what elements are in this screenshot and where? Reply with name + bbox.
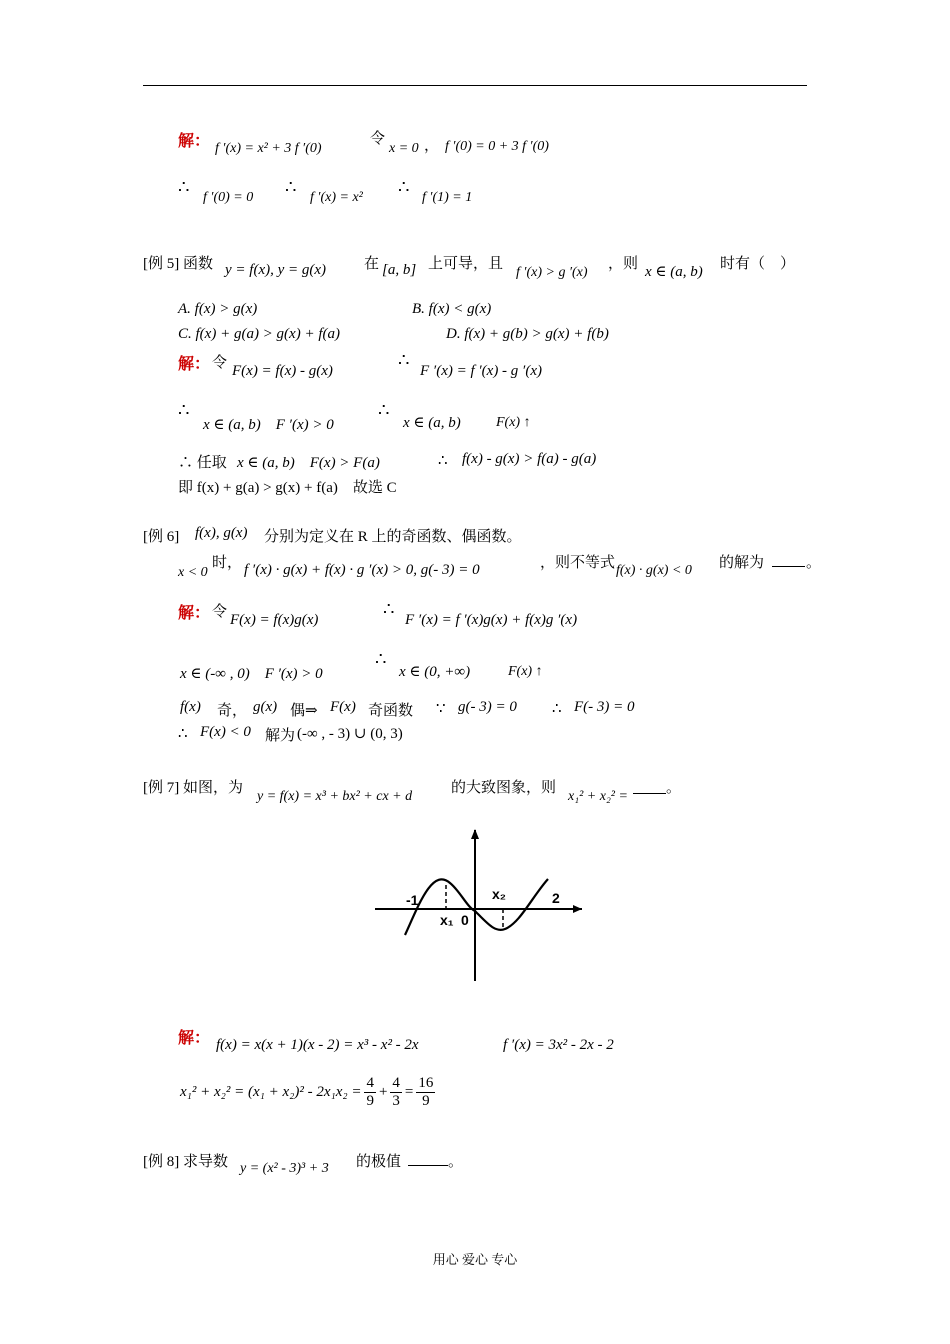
ex7-identity: x₁² + x₂² = (x₁ + x₂)² - 2x₁x₂ = bbox=[180, 1084, 362, 1100]
ex6-solution-label: 解： bbox=[178, 605, 211, 622]
ex4-result-3: f ′(1) = 1 bbox=[422, 190, 473, 205]
ex6-inequality: f(x) · g(x) < 0 bbox=[616, 563, 692, 578]
ex5-step-3-math: x ∈ (a, b) F(x) > F(a) bbox=[237, 455, 380, 471]
ex5-text: 上可导，且 bbox=[428, 256, 504, 272]
ex4-result-2: f ′(x) = x² bbox=[310, 190, 363, 205]
ex5-domain: x ∈ (a, b) bbox=[645, 264, 703, 280]
ex5-interval: [a, b] bbox=[382, 262, 417, 278]
label-origin: 0 bbox=[461, 912, 469, 928]
numerator: 4 bbox=[392, 1075, 400, 1091]
therefore-symbol: ∴ bbox=[285, 177, 297, 197]
option-d: D. f(x) + g(b) > g(x) + f(b) bbox=[446, 326, 609, 342]
therefore-symbol: ∴ bbox=[398, 350, 410, 370]
numerator: 4 bbox=[366, 1075, 374, 1091]
answer-blank bbox=[772, 566, 805, 567]
ex4-result-1: f ′(0) = 0 bbox=[203, 190, 254, 205]
cubic-curve bbox=[405, 879, 548, 935]
ex7-text: 的大致图象，则 bbox=[451, 780, 557, 796]
label-x1: x₁ bbox=[440, 912, 454, 928]
ex5-condition: f ′(x) > g ′(x) bbox=[516, 265, 588, 280]
ex8-function: y = (x² - 3)³ + 3 bbox=[240, 1161, 329, 1176]
denominator: 9 bbox=[366, 1093, 374, 1109]
ex6-text: 时， bbox=[212, 555, 243, 571]
therefore-symbol: ∴ bbox=[178, 177, 190, 197]
x-axis-arrow bbox=[573, 905, 582, 913]
ex7-sum-of-squares bbox=[180, 1075, 435, 1110]
therefore-symbol: ∴ bbox=[398, 177, 410, 197]
ex6-period: 。 bbox=[806, 555, 822, 571]
denominator: 9 bbox=[422, 1093, 430, 1109]
ex4-equation-1: f ′(x) = x² + 3 f ′(0) bbox=[215, 141, 322, 156]
ex6-answer: (-∞ , - 3) ∪ (0, 3) bbox=[297, 726, 403, 742]
ex6-F-prime: F ′(x) = f ′(x)g(x) + f(x)g ′(x) bbox=[405, 612, 578, 628]
option-c: C. f(x) + g(a) > g(x) + f(a) bbox=[178, 326, 340, 342]
ex6-increasing: F(x) ↑ bbox=[508, 664, 543, 679]
ex6-step-2a: x ∈ (-∞ , 0) F ′(x) > 0 bbox=[180, 666, 323, 682]
answer-blank bbox=[408, 1165, 448, 1166]
y-axis-arrow bbox=[471, 829, 479, 839]
ex5-text: 时有（ ） bbox=[720, 256, 796, 272]
ex6-odd: 奇， bbox=[217, 703, 248, 719]
ex6-text: 的解为 bbox=[719, 555, 765, 571]
therefore-symbol: ∴ bbox=[178, 726, 188, 742]
option-b: B. f(x) < g(x) bbox=[412, 301, 492, 317]
ex6-functions: f(x), g(x) bbox=[195, 525, 248, 541]
label-x2: x₂ bbox=[492, 886, 507, 902]
cubic-function-graph bbox=[370, 825, 585, 983]
ex7-period: 。 bbox=[666, 780, 682, 796]
ex5-label: [例 5] 函数 bbox=[143, 256, 213, 272]
ex4-equation-2: f ′(0) = 0 + 3 f ′(0) bbox=[445, 139, 549, 154]
page-footer: 用心 爱心 专心 bbox=[432, 1252, 518, 1267]
ex5-text: 在 bbox=[364, 256, 380, 272]
ex5-F-prime: F ′(x) = f ′(x) - g ′(x) bbox=[420, 363, 542, 379]
ex7-function: y = f(x) = x³ + bx² + cx + d bbox=[257, 789, 413, 804]
ex5-conclusion: 即 f(x) + g(a) > g(x) + f(a) 故选 C bbox=[178, 480, 397, 496]
label-neg-one: -1 bbox=[406, 892, 419, 908]
ex6-x-negative: x < 0 bbox=[178, 565, 208, 580]
ex5-step-2a: x ∈ (a, b) F ′(x) > 0 bbox=[203, 417, 334, 433]
because-symbol: ∵ bbox=[436, 701, 446, 717]
ex6-text: 分别为定义在 R 上的奇函数、偶函数。 bbox=[264, 529, 522, 545]
ex5-functions: y = f(x), y = g(x) bbox=[225, 262, 327, 278]
fraction-16-9 bbox=[416, 1075, 435, 1110]
therefore-symbol: ∴ bbox=[383, 599, 395, 619]
therefore-symbol: ∴ bbox=[378, 400, 390, 420]
therefore-symbol: ∴ bbox=[178, 400, 190, 420]
option-a: A. f(x) > g(x) bbox=[178, 301, 258, 317]
fraction-4-3 bbox=[390, 1075, 402, 1110]
ex6-f: f(x) bbox=[180, 699, 201, 715]
therefore-symbol: ∴ bbox=[552, 701, 562, 717]
plus-sign: + bbox=[378, 1084, 388, 1100]
ex5-increasing: F(x) ↑ bbox=[496, 415, 531, 430]
ex8-text: 的极值 bbox=[356, 1154, 402, 1170]
ex7-solution-label: 解： bbox=[178, 1030, 211, 1047]
therefore-symbol: ∴ bbox=[438, 453, 448, 469]
ex5-step-3-text: ∴ 任取 bbox=[178, 455, 227, 471]
ex4-x-zero: x = 0 bbox=[389, 141, 419, 156]
ex6-text: ，则不等式 bbox=[540, 555, 616, 571]
numerator: 16 bbox=[418, 1075, 434, 1091]
ex7-factored: f(x) = x(x + 1)(x - 2) = x³ - x² - 2x bbox=[216, 1037, 419, 1053]
ex5-step-2b: x ∈ (a, b) bbox=[403, 415, 461, 431]
ex6-F: F(x) bbox=[330, 699, 356, 715]
fraction-4-9 bbox=[364, 1075, 376, 1110]
label-two: 2 bbox=[552, 890, 560, 906]
ex6-F-value: F(- 3) = 0 bbox=[574, 699, 635, 715]
ex5-text: ，则 bbox=[608, 256, 639, 272]
ex7-expression: x₁² + x₂² = bbox=[568, 789, 628, 804]
equals-sign: = bbox=[404, 1084, 414, 1100]
ex6-condition: f ′(x) · g(x) + f(x) · g ′(x) > 0, g(- 3) = 0 bbox=[244, 562, 480, 578]
ex5-let-text: 令 bbox=[212, 355, 228, 371]
denominator: 3 bbox=[392, 1093, 400, 1109]
ex5-solution-label: 解： bbox=[178, 356, 211, 373]
ex6-solution-text: 解为 bbox=[265, 728, 296, 744]
ex6-define-F: F(x) = f(x)g(x) bbox=[230, 612, 319, 628]
ex4-let-text: 令 bbox=[370, 131, 386, 147]
ex8-period: 。 bbox=[448, 1154, 464, 1170]
ex6-step-2b: x ∈ (0, +∞) bbox=[399, 664, 471, 680]
ex5-step-3-result: f(x) - g(x) > f(a) - g(a) bbox=[462, 451, 597, 467]
therefore-symbol: ∴ bbox=[375, 649, 387, 669]
ex4-solution-label: 解： bbox=[178, 133, 211, 150]
answer-blank bbox=[633, 793, 666, 794]
header-rule bbox=[143, 85, 807, 86]
ex8-label: [例 8] 求导数 bbox=[143, 1154, 228, 1170]
ex5-define-F: F(x) = f(x) - g(x) bbox=[232, 363, 333, 379]
ex6-label: [例 6] bbox=[143, 529, 180, 545]
ex6-even-implies: 偶⇒ bbox=[290, 703, 318, 719]
ex4-comma: ， bbox=[424, 138, 440, 154]
ex7-label: [例 7] 如图，为 bbox=[143, 780, 243, 796]
ex6-g: g(x) bbox=[253, 699, 278, 715]
ex6-final-ineq: F(x) < 0 bbox=[200, 724, 251, 740]
ex6-let-text: 令 bbox=[212, 604, 228, 620]
ex6-odd-function: 奇函数 bbox=[368, 703, 414, 719]
ex6-g-value: g(- 3) = 0 bbox=[458, 699, 517, 715]
ex7-derivative: f ′(x) = 3x² - 2x - 2 bbox=[503, 1037, 614, 1053]
